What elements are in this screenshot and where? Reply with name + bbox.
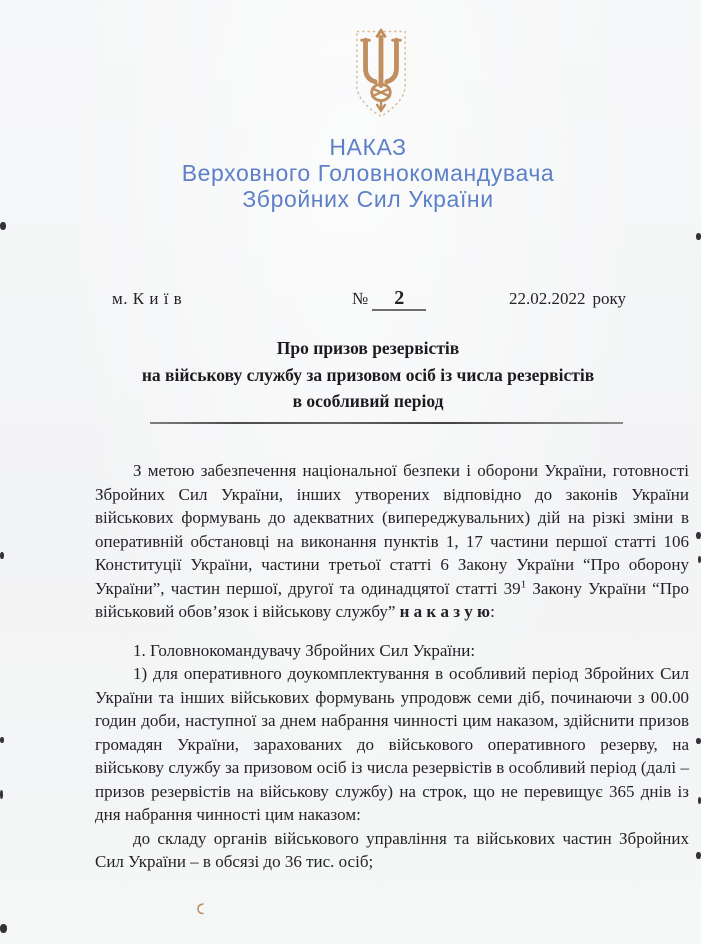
scan-artifact [696,738,701,744]
preamble-text-continued: Закону України “Про військовий обов’язок і військову службу” [95,578,689,621]
issue-date-suffix: року [592,289,627,308]
meta-row [0,287,701,313]
title-underline-rule [150,422,623,424]
scan-artifact [696,532,701,539]
paragraph-subitem-1: 1) для оперативного доукомплектування в особливий період Збройних Сил України та інших військових формувань упродовж семи діб, починаючи з 00.00 годин доби, наступної за днем набрання чинності цим наказом, здійснити призов громадян України, зарахованих до військового оперативного резерву, на військову службу за призовом осіб із числа резервістів в особливий період (далі – призов резервістів на військову службу) на строк, що не перевищує 365 днів із дня набрання чинності цим наказом: [95,664,689,824]
scan-artifact [0,222,6,230]
order-number-value: 2 [372,287,426,311]
preamble-text: З метою забезпечення національної безпеки і оборони України, готовності Збройних Сил України, інших утворених відповідно до законів України військових формувань до адекватних (випереджувальних) дій на різкі зміни в оперативній обстановці на виконання пунктів 1, 17 частини першої статті 106 Конституції України, частини третьої статті 6 Закону України “Про оборону України”, частин першої, другої та одинадцятої статті 39 [95,461,689,598]
scan-artifact [696,852,701,859]
decree-word: н а к а з у ю [399,602,491,621]
ink-squiggle-artifact [196,903,205,916]
order-heading-line-1: НАКАЗ [329,134,407,160]
scan-artifact [0,552,4,559]
trident-emblem-icon [352,27,410,121]
number-sign: № [352,289,369,308]
decree-colon: : [490,602,495,621]
scan-artifact [0,790,3,799]
document-title [70,335,666,415]
order-number [352,287,426,311]
order-heading-line-2: Верховного Головнокомандувача [181,160,555,186]
order-heading-line-3: Збройних Сил України [242,186,494,212]
scan-artifact [696,233,701,240]
scan-artifact [0,737,4,743]
document-title-line-1: Про призов резервістів [276,338,460,358]
order-heading [70,134,666,212]
scan-artifact [0,924,7,933]
document-title-line-3: в особливий період [292,391,444,411]
document-title-line-2: на військову службу за призовом осіб із числа резервістів [141,364,595,385]
issue-date-value: 22.02.2022 [509,289,586,308]
paragraph-preamble [95,459,689,624]
paragraph-composition: до складу органів військового управління та військових частин Збройних Сил України – в обсязі до 36 тис. осіб; [95,828,689,871]
document-body [95,459,689,874]
paragraph-item-1: 1. Головнокомандувачу Збройних Сил України: [133,640,476,660]
article-superscript: 1 [520,577,527,590]
issue-date [509,289,626,309]
issue-place: м. К и ї в [112,289,183,308]
